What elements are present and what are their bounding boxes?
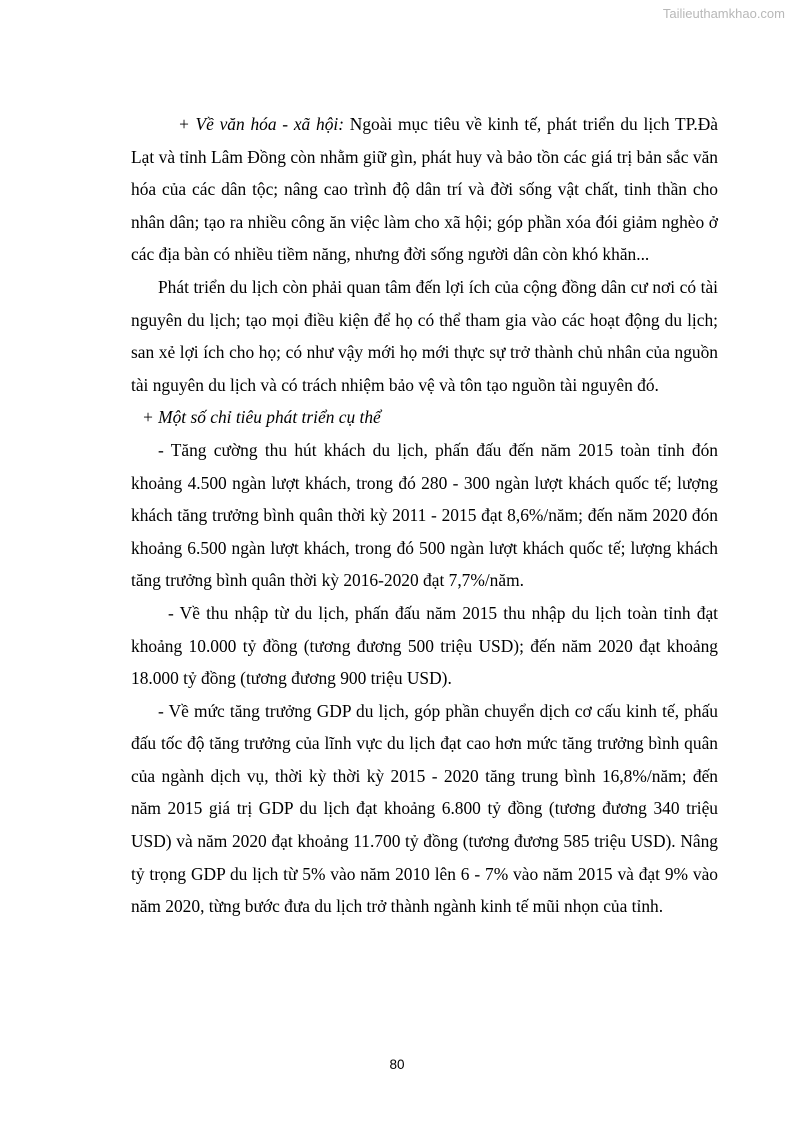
- paragraph-community-benefit: Phát triển du lịch còn phải quan tâm đến lợi ích của cộng đồng dân cư nơi có tài nguyên du lịch; tạo mọi điều kiện để họ có thể tham gia vào các hoạt động du lịch; san xẻ lợi ích cho họ; có như vậy mới họ mới thực sự trở thành chủ nhân của nguồn tài nguyên du lịch và có trách nhiệm bảo vệ và tôn tạo nguồn tài nguyên đó.: [131, 276, 718, 395]
- page-number: 80: [389, 1057, 405, 1072]
- paragraph-income-target: - Về thu nhập từ du lịch, phấn đấu năm 2015 thu nhập du lịch toàn tỉnh đạt khoảng 10.000 tỷ đồng (tương đương 500 triệu USD); đến năm 2020 đạt khoảng 18.000 tỷ đồng (tương đương 900 triệu USD).: [131, 602, 718, 689]
- paragraph-visitor-target: - Tăng cường thu hút khách du lịch, phấn đấu đến năm 2015 toàn tỉnh đón khoảng 4.500 ngàn lượt khách, trong đó 280 - 300 ngàn lượt khách quốc tế; lượng khách tăng trưởng bình quân thời kỳ 2011 - 2015 đạt 8,6%/năm; đến năm 2020 đón khoảng 6.500 ngàn lượt khách, trong đó 500 ngàn lượt khách quốc tế; lượng khách tăng trưởng bình quân thời kỳ 2016-2020 đạt 7,7%/năm.: [131, 439, 718, 591]
- document-body: [131, 108, 718, 923]
- watermark: Tailieuthamkhao.com: [662, 6, 785, 21]
- culture-society-text: Ngoài mục tiêu về kinh tế, phát triển du lịch TP.Đà Lạt và tỉnh Lâm Đồng còn nhằm giữ gìn, phát huy và bảo tồn các giá trị bản sắc văn hóa của các dân tộc; nâng cao trình độ dân trí và đời sống vật chất, tinh thần cho nhân dân; tạo ra nhiều công ăn việc làm cho xã hội; góp phần xóa đói giảm nghèo ở các địa bàn có nhiều tiềm năng, nhưng đời sống người dân còn khó khăn...: [131, 114, 719, 265]
- paragraph-gdp-target: - Về mức tăng trưởng GDP du lịch, góp phần chuyển dịch cơ cấu kinh tế, phấu đấu tốc độ tăng trưởng của lĩnh vực du lịch đạt cao hơn mức tăng trưởng bình quân của ngành dịch vụ, thời kỳ thời kỳ 2015 - 2020 tăng trung bình 16,8%/năm; đến năm 2015 giá trị GDP du lịch đạt khoảng 6.800 tỷ đồng (tương đương 340 triệu USD) và năm 2020 đạt khoảng 11.700 tỷ đồng (tương đương 585 triệu USD). Nâng tỷ trọng GDP du lịch từ 5% vào năm 2010 lên 6 - 7% vào năm 2015 và đạt 9% vào năm 2020, từng bước đưa du lịch trở thành ngành kinh tế mũi nhọn của tỉnh.: [131, 700, 718, 917]
- paragraph-culture-society: [131, 108, 718, 271]
- culture-society-label: + Về văn hóa - xã hội:: [178, 114, 345, 134]
- heading-targets: + Một số chỉ tiêu phát triển cụ thể: [142, 407, 381, 428]
